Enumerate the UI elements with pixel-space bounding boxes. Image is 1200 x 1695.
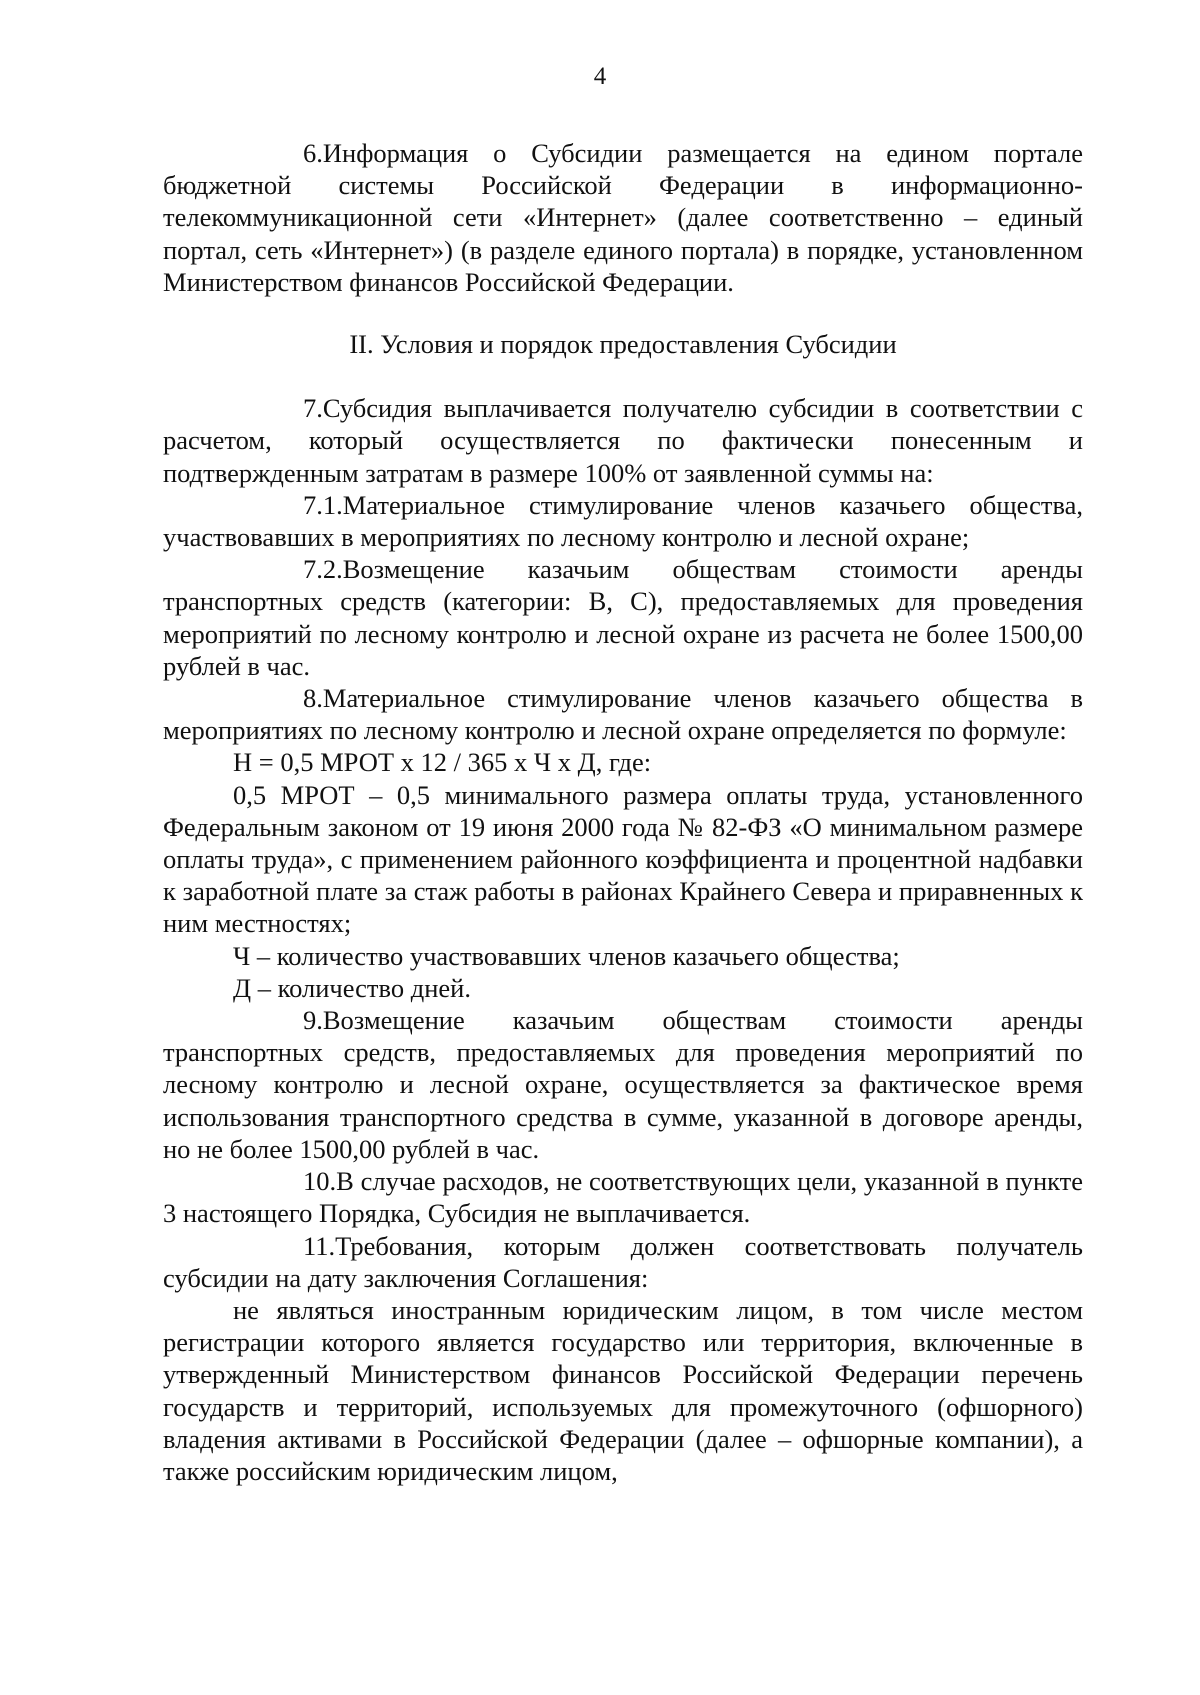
paragraph-text: Материальное стимулирование членов казачьего общества в мероприятиях по лесному контролю и лесной охране определяется по формуле: xyxy=(163,683,1083,746)
paragraph-7-1 xyxy=(163,489,1083,553)
paragraph-text: Требования, которым должен соответствовать получатель субсидии на дату заключения Соглашения: xyxy=(163,1230,1083,1293)
paragraph-10 xyxy=(163,1165,1083,1229)
paragraph-number: 6. xyxy=(303,138,323,168)
paragraph-text: Материальное стимулирование членов казачьего общества, участвовавших в мероприятиях по лесному контролю и лесной охране; xyxy=(163,489,1083,553)
paragraph-7 xyxy=(163,392,1083,489)
definition-mrot: 0,5 МРОТ – 0,5 минимального размера оплаты труда, установленного Федеральным законом от 19 июня 2000 года № 82-ФЗ «О минимальном размере оплаты труда», с применением районного коэффициента и процентной надбавки к заработной плате за стаж работы в районах Крайнего Севера и приравненных к ним местностях; xyxy=(163,779,1083,939)
section-heading: II. Условия и порядок предоставления Субсидии xyxy=(349,329,897,360)
definition-ch: Ч – количество участвовавших членов казачьего общества; xyxy=(233,940,900,971)
definition-d: Д – количество дней. xyxy=(233,972,471,1003)
paragraph-11-requirement: не являться иностранным юридическим лицом, в том числе местом регистрации которого является государство или территория, включенные в утвержденный Министерством финансов Российской Федерации перечень государств и территорий, используемых для промежуточного (офшорного) владения активами в Российской Федерации (далее – офшорные компании), а также российским юридическим лицом, xyxy=(163,1294,1083,1486)
paragraph-text: Возмещение казачьим обществам стоимости аренды транспортных средств, предоставляемых для проведения мероприятий по лесному контролю и лесной охране, осуществляется за фактическое время использования транспортного средства в сумме, указанной в договоре аренды, но не более 1500,00 рублей в час. xyxy=(163,1005,1083,1164)
paragraph-number: 8. xyxy=(303,683,323,714)
paragraph-text: В случае расходов, не соответствующих цели, указанной в пункте 3 настоящего Порядка, Субсидия не выплачивается. xyxy=(163,1166,1083,1229)
paragraph-11 xyxy=(163,1230,1083,1294)
paragraph-6 xyxy=(163,137,1083,298)
paragraph-text: Субсидия выплачивается получателю субсидии в соответствии с расчетом, который осуществляется по фактически понесенным и подтвержденным затратам в размере 100% от заявленной суммы на: xyxy=(163,393,1083,488)
formula: Н = 0,5 МРОТ х 12 / 365 х Ч х Д, где: xyxy=(233,747,652,778)
paragraph-number: 7.2. xyxy=(303,554,343,585)
paragraph-number: 7. xyxy=(303,393,323,424)
document-body xyxy=(163,137,1083,1487)
paragraph-number: 11. xyxy=(303,1230,336,1261)
paragraph-number: 9. xyxy=(303,1005,323,1036)
paragraph-text: Возмещение казачьим обществам стоимости аренды транспортных средств (категории: В, С), предоставляемых для проведения мероприятий по лесному контролю и лесной охране из расчета не более 1500,00 рублей в час. xyxy=(163,554,1083,681)
page-number: 4 xyxy=(593,63,607,90)
paragraph-number: 7.1. xyxy=(303,489,343,520)
paragraph-8 xyxy=(163,682,1083,746)
paragraph-7-2 xyxy=(163,553,1083,682)
paragraph-number: 10. xyxy=(303,1166,337,1197)
paragraph-9 xyxy=(163,1004,1083,1165)
paragraph-text: Информация о Субсидии размещается на едином портале бюджетной системы Российской Федерации в информационно-телекоммуникационной сети «Интернет» (далее соответственно – единый портал, сеть «Интернет») (в разделе единого портала) в порядке, установленном Министерством финансов Российской Федерации. xyxy=(163,138,1083,297)
